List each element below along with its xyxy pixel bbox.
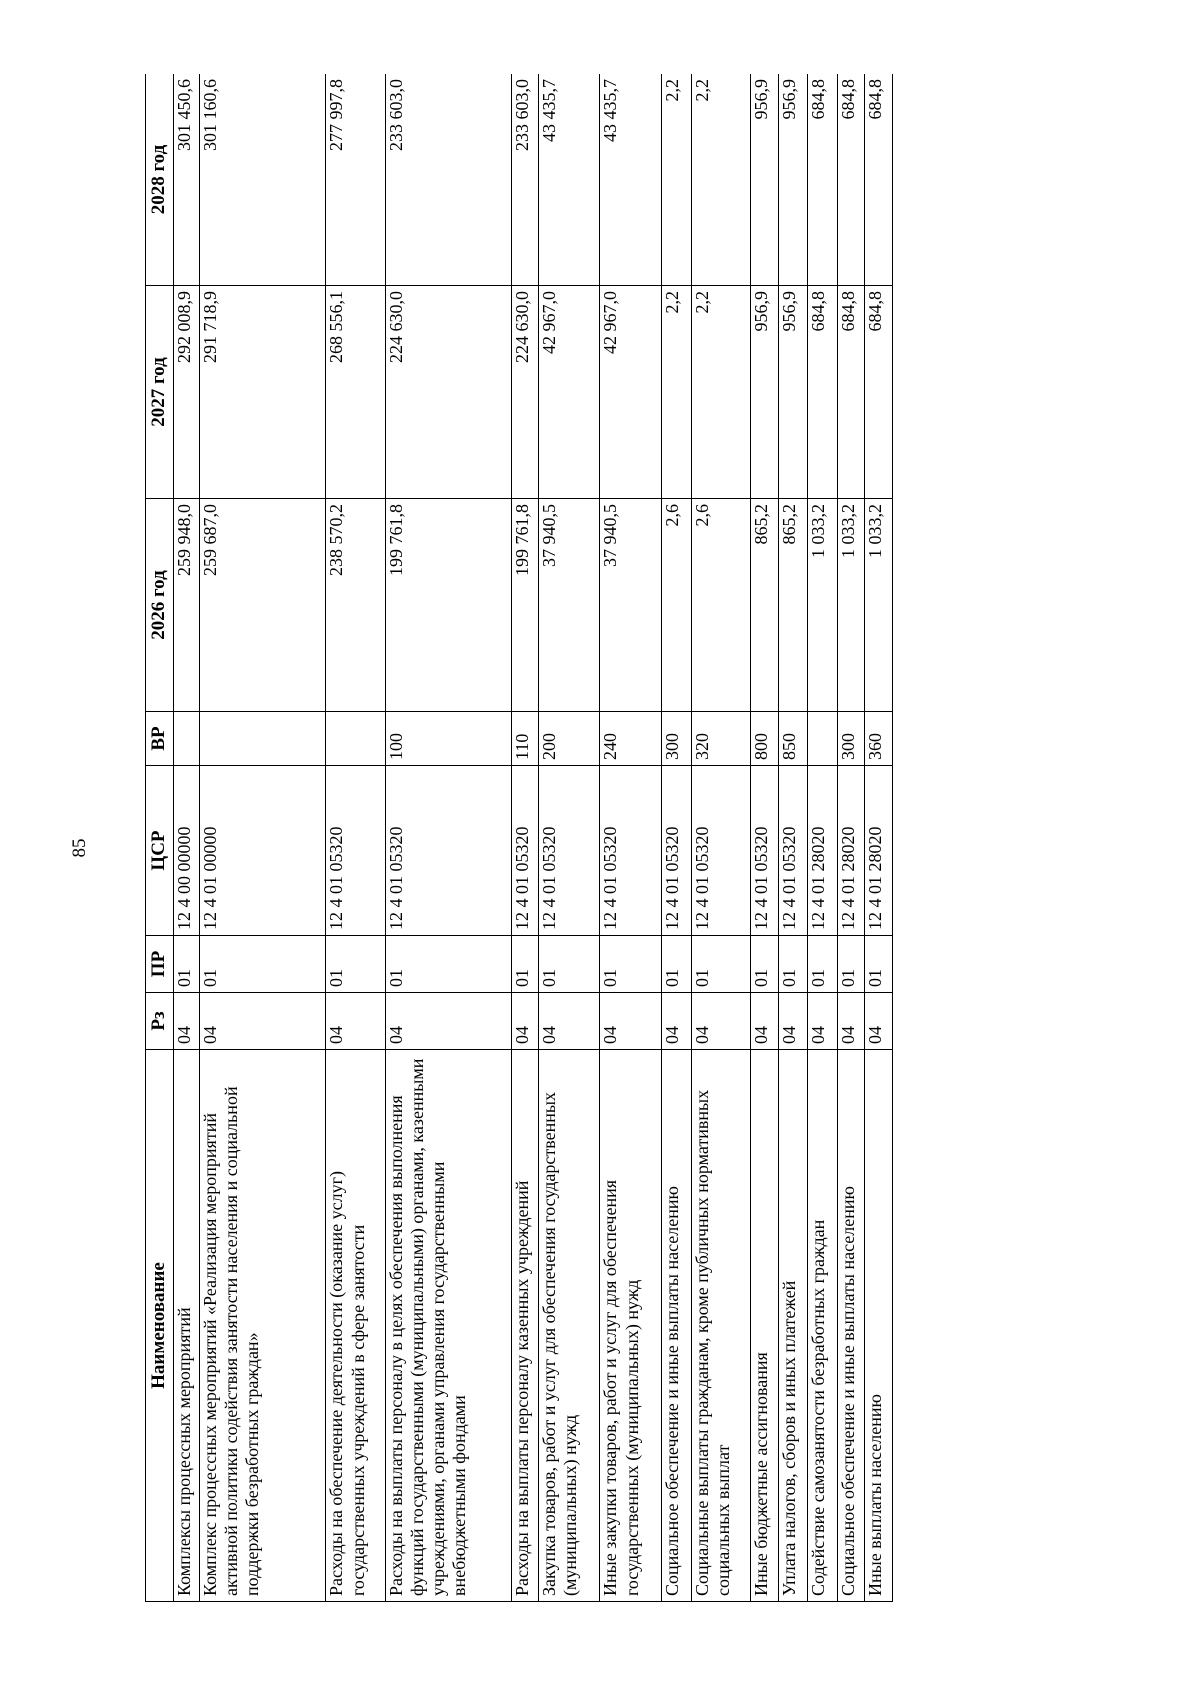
row-2027-cell: 684,8: [838, 286, 865, 499]
budget-table-container: [145, 74, 893, 1602]
header-csr: ЦСР: [146, 766, 174, 936]
row-2026-cell: 259 948,0: [174, 499, 200, 712]
row-2026-cell: 199 761,8: [385, 499, 512, 712]
row-pr-cell: 01: [600, 936, 662, 993]
row-2027-cell: 42 967,0: [600, 286, 662, 499]
row-2028-cell: 2,2: [661, 74, 691, 286]
row-2027-cell: 2,2: [692, 286, 751, 499]
row-2028-cell: 956,9: [779, 74, 808, 286]
row-pr-cell: 01: [808, 936, 838, 993]
row-vr-cell: 200: [538, 712, 600, 766]
row-2027-cell: 224 630,0: [512, 286, 539, 499]
row-name-cell: Социальное обеспечение и иные выплаты населению: [838, 1050, 865, 1602]
row-vr-cell: 240: [600, 712, 662, 766]
table-row: [838, 74, 865, 1602]
table-row: [600, 74, 662, 1602]
row-name-cell: Закупка товаров, работ и услуг для обеспечения государственных (муниципальных) нужд: [538, 1050, 600, 1602]
row-name-cell: Иные выплаты населению: [865, 1050, 893, 1602]
row-rz-cell: 04: [838, 993, 865, 1050]
table-row: [661, 74, 691, 1602]
table-row: [808, 74, 838, 1602]
row-2026-cell: 37 940,5: [600, 499, 662, 712]
row-2028-cell: 2,2: [692, 74, 751, 286]
row-2026-cell: 1 033,2: [808, 499, 838, 712]
row-rz-cell: 04: [808, 993, 838, 1050]
header-vr: ВР: [146, 712, 174, 766]
row-2028-cell: 43 435,7: [538, 74, 600, 286]
row-pr-cell: 01: [751, 936, 779, 993]
row-vr-cell: [808, 712, 838, 766]
row-vr-cell: 300: [838, 712, 865, 766]
row-rz-cell: 04: [326, 993, 385, 1050]
row-vr-cell: [174, 712, 200, 766]
table-body: [174, 74, 893, 1602]
row-2026-cell: 37 940,5: [538, 499, 600, 712]
table-row: [692, 74, 751, 1602]
row-2028-cell: 233 603,0: [512, 74, 539, 286]
header-2028: 2028 год: [146, 74, 174, 286]
row-vr-cell: 850: [779, 712, 808, 766]
row-2028-cell: 684,8: [808, 74, 838, 286]
page-number: 85: [69, 838, 90, 858]
row-pr-cell: 01: [779, 936, 808, 993]
row-vr-cell: 360: [865, 712, 893, 766]
row-name-cell: Иные закупки товаров, работ и услуг для обеспечения государственных (муниципальных) нужд: [600, 1050, 662, 1602]
row-name-cell: Иные бюджетные ассигнования: [751, 1050, 779, 1602]
row-vr-cell: [199, 712, 326, 766]
row-name-cell: Комплексы процессных мероприятий: [174, 1050, 200, 1602]
row-2026-cell: 1 033,2: [865, 499, 893, 712]
row-2026-cell: 1 033,2: [838, 499, 865, 712]
row-csr-cell: 12 4 01 28020: [865, 766, 893, 936]
row-2026-cell: 2,6: [692, 499, 751, 712]
table-header-row: [146, 74, 174, 1602]
row-name-cell: Социальное обеспечение и иные выплаты населению: [661, 1050, 691, 1602]
row-rz-cell: 04: [779, 993, 808, 1050]
row-name-cell: Расходы на выплаты персоналу казенных учреждений: [512, 1050, 539, 1602]
row-2026-cell: 865,2: [751, 499, 779, 712]
row-pr-cell: 01: [661, 936, 691, 993]
row-2027-cell: 291 718,9: [199, 286, 326, 499]
row-2026-cell: 259 687,0: [199, 499, 326, 712]
row-2028-cell: 684,8: [838, 74, 865, 286]
budget-table: [145, 74, 893, 1602]
row-csr-cell: 12 4 01 05320: [326, 766, 385, 936]
row-csr-cell: 12 4 01 05320: [538, 766, 600, 936]
table-row: [199, 74, 326, 1602]
row-csr-cell: 12 4 01 05320: [692, 766, 751, 936]
header-name: Наименование: [146, 1050, 174, 1602]
row-rz-cell: 04: [600, 993, 662, 1050]
row-2026-cell: 238 570,2: [326, 499, 385, 712]
row-2027-cell: 956,9: [751, 286, 779, 499]
row-rz-cell: 04: [199, 993, 326, 1050]
row-2027-cell: 2,2: [661, 286, 691, 499]
table-row: [512, 74, 539, 1602]
table-row: [385, 74, 512, 1602]
row-name-cell: Содействие самозанятости безработных граждан: [808, 1050, 838, 1602]
row-name-cell: Расходы на обеспечение деятельности (оказание услуг) государственных учреждений в сфере занятости: [326, 1050, 385, 1602]
table-row: [865, 74, 893, 1602]
row-vr-cell: 320: [692, 712, 751, 766]
row-name-cell: Социальные выплаты гражданам, кроме публичных нормативных социальных выплат: [692, 1050, 751, 1602]
row-rz-cell: 04: [751, 993, 779, 1050]
row-rz-cell: 04: [692, 993, 751, 1050]
row-csr-cell: 12 4 01 05320: [661, 766, 691, 936]
row-pr-cell: 01: [538, 936, 600, 993]
table-row: [751, 74, 779, 1602]
row-2027-cell: 268 556,1: [326, 286, 385, 499]
row-name-cell: Уплата налогов, сборов и иных платежей: [779, 1050, 808, 1602]
row-csr-cell: 12 4 01 05320: [779, 766, 808, 936]
row-2026-cell: 2,6: [661, 499, 691, 712]
row-2027-cell: 42 967,0: [538, 286, 600, 499]
row-rz-cell: 04: [385, 993, 512, 1050]
table-row: [326, 74, 385, 1602]
row-pr-cell: 01: [385, 936, 512, 993]
row-pr-cell: 01: [865, 936, 893, 993]
row-csr-cell: 12 4 01 00000: [199, 766, 326, 936]
row-2027-cell: 292 008,9: [174, 286, 200, 499]
table-row: [779, 74, 808, 1602]
row-2028-cell: 233 603,0: [385, 74, 512, 286]
row-2027-cell: 956,9: [779, 286, 808, 499]
row-vr-cell: 800: [751, 712, 779, 766]
row-2027-cell: 684,8: [865, 286, 893, 499]
row-pr-cell: 01: [174, 936, 200, 993]
row-2028-cell: 277 997,8: [326, 74, 385, 286]
row-2028-cell: 684,8: [865, 74, 893, 286]
row-name-cell: Комплекс процессных мероприятий «Реализация мероприятий активной политики содействия занятости населения и социальной поддержки безработных граждан»: [199, 1050, 326, 1602]
header-rz: Рз: [146, 993, 174, 1050]
row-csr-cell: 12 4 01 28020: [838, 766, 865, 936]
row-rz-cell: 04: [538, 993, 600, 1050]
row-csr-cell: 12 4 01 05320: [385, 766, 512, 936]
row-csr-cell: 12 4 01 05320: [751, 766, 779, 936]
row-vr-cell: 100: [385, 712, 512, 766]
row-csr-cell: 12 4 01 28020: [808, 766, 838, 936]
row-csr-cell: 12 4 01 05320: [600, 766, 662, 936]
row-vr-cell: 110: [512, 712, 539, 766]
row-pr-cell: 01: [512, 936, 539, 993]
rotated-table-frame: [145, 74, 893, 1602]
row-vr-cell: [326, 712, 385, 766]
row-rz-cell: 04: [174, 993, 200, 1050]
row-name-cell: Расходы на выплаты персоналу в целях обеспечения выполнения функций государственными (муниципальными) органами, казенными учреждениями, органами управления государственными внебюджетными фондами: [385, 1050, 512, 1602]
header-pr: ПР: [146, 936, 174, 993]
row-vr-cell: 300: [661, 712, 691, 766]
table-row: [174, 74, 200, 1602]
row-2026-cell: 199 761,8: [512, 499, 539, 712]
row-2028-cell: 301 450,6: [174, 74, 200, 286]
row-2026-cell: 865,2: [779, 499, 808, 712]
header-2026: 2026 год: [146, 499, 174, 712]
row-csr-cell: 12 4 01 05320: [512, 766, 539, 936]
row-2027-cell: 684,8: [808, 286, 838, 499]
row-2028-cell: 301 160,6: [199, 74, 326, 286]
row-pr-cell: 01: [199, 936, 326, 993]
table-row: [538, 74, 600, 1602]
row-2028-cell: 956,9: [751, 74, 779, 286]
row-2028-cell: 43 435,7: [600, 74, 662, 286]
row-csr-cell: 12 4 00 00000: [174, 766, 200, 936]
row-2027-cell: 224 630,0: [385, 286, 512, 499]
row-rz-cell: 04: [512, 993, 539, 1050]
header-2027: 2027 год: [146, 286, 174, 499]
row-rz-cell: 04: [865, 993, 893, 1050]
row-rz-cell: 04: [661, 993, 691, 1050]
row-pr-cell: 01: [326, 936, 385, 993]
row-pr-cell: 01: [838, 936, 865, 993]
row-pr-cell: 01: [692, 936, 751, 993]
